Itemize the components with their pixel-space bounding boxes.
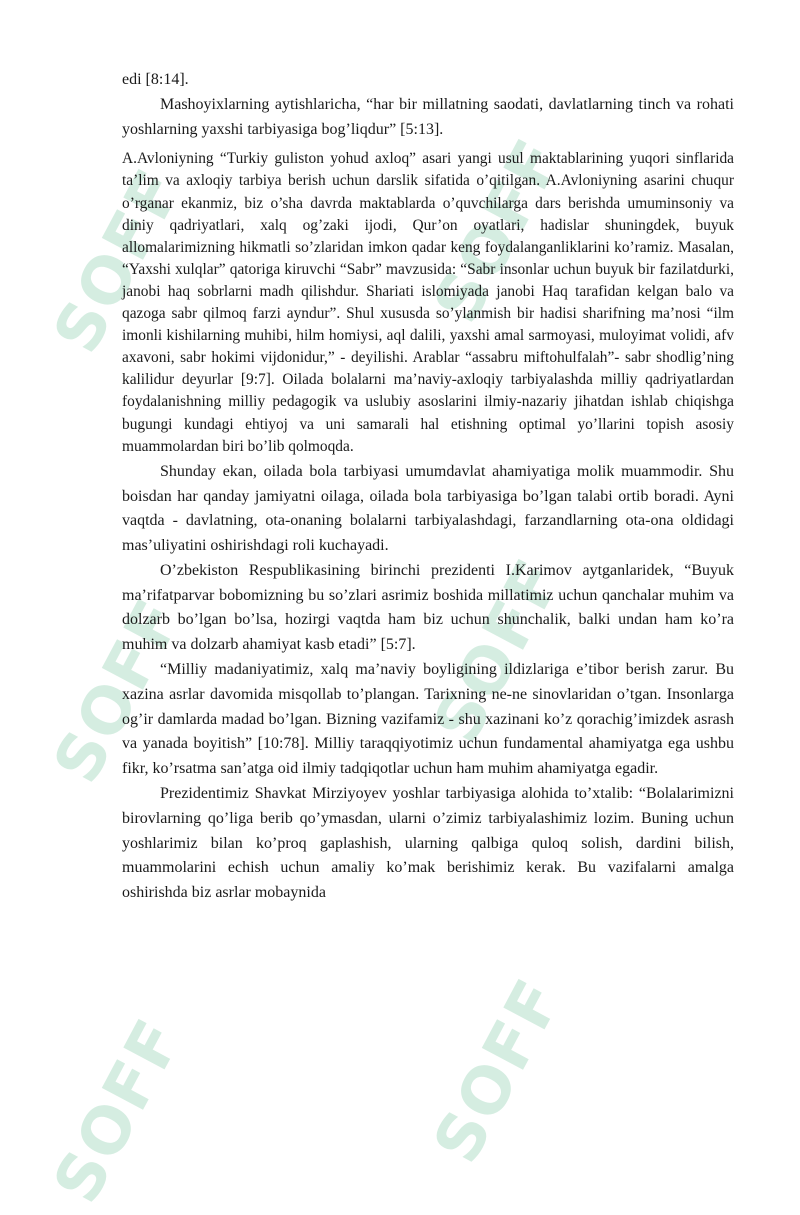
watermark-text: SOFF [420, 546, 578, 755]
watermark-text: SOFF [40, 156, 198, 365]
paragraph: Mashoyixlarning aytishlaricha, “har bir millatning saodati, davlatlarning tinch va rohati yoshlarning yaxshi tarbiyasiga bog’liqdur” [5:13]. [122, 95, 734, 138]
watermark-text: SOFF [420, 966, 578, 1175]
paragraph: edi [8:14]. [122, 71, 189, 88]
watermark-text: SOFF [40, 586, 198, 795]
paragraph: A.Avloniyning “Turkiy guliston yohud axloq” asari yangi usul maktablarining yuqori sinflarida ta’lim va axloqiy tarbiya berish uchun darslik sifatida o’qitilgan. A.Avloniyning asarini chuqur o’rganar ekanmiz, biz o’sha davrda maktablarda o’quvchilarga dars berishda umuminsoniy va diniy qadriyatlari, xalq og’zaki ijodi, Qur’on oyatlari, hadislar shuningdek, buyuk allomalarimizning hikmatli so’zlaridan imkon qadar keng foydalanganliklarini ko’ramiz. Masalan, “Yaxshi xulqlar” qatoriga kiruvchi “Sabr” mavzusida: “Sabr insonlar uchun buyuk bir fazilatdurki, janobi haq sobrlarni madh qilishdur. Shariati islomiyada janobi Haq tarafidan kelgan balo va qazoga sabr qilmoq farzi ayndur”. Shul xususda so’ylanmish bir hadisi sharifning ma’nosi “ilm imonli kishilarning muhibi, hilm homiysi, aql dalili, yaxshi amal sarmoyasi, muloyimat volidi, afv axavoni, sabr hokimi vijdonidur,” - deyilishi. Arablar “assabru miftohulfalah”- sabr shodlig’ning kalilidur deyurlar [9:7]. Oilada bolalarni ma’naviy-axloqiy tarbiyalashda milliy qadriyatlardan foydalanishning milliy pedagogik va uslubiy asoslarini ilmiy-nazariy jihatdan ishlab chiqishga bugungi kundagi ehtiyoj va uni samarali hal etishning optimal yo’llarini topish asosiy muammolardan biri bo’lib qolmoqda. [122, 150, 734, 455]
paragraph: Shunday ekan, oilada bola tarbiyasi umumdavlat ahamiyatiga molik muammodir. Shu boisdan har qanday jamiyatni oilaga, oilada bola tarbiyasiga bo’lgan talabi ortib boradi. Ayni vaqtda - davlatning, ota-onaning bolalarni tarbiyalashdagi, farzandlarning ota-ona oldidagi mas’uliyatini oshirishdagi roli kuchayadi. [122, 462, 734, 555]
document-page [122, 68, 734, 906]
paragraph: O’zbekiston Respublikasining birinchi prezidenti I.Karimov aytganlaridek, “Buyuk ma’rifatparvar bobomizning bu so’zlari asrimiz boshida millatimiz uchun qanchalar muhim va dolzarb bo’lgan bo’lsa, hozirgi vaqtda ham biz uchun shunchalik, balki undan ham ko’ra muhim va dolzarb ahamiyat kasb etadi” [5:7]. [122, 561, 734, 654]
watermark-text: SOFF [420, 126, 578, 335]
paragraph: Prezidentimiz Shavkat Mirziyoyev yoshlar tarbiyasiga alohida to’xtalib: “Bolalarimizni birovlarning qo’liga berib qo’ymasdan, ularni o’zimiz tarbiyalashimiz lozim. Buning uchun yoshlarimiz bilan ko’proq gaplashish, ularning qalbiga quloq solish, dardini bilish, muammolarini echish uchun amaliy ko’mak berishimiz kerak. Bu vazifalarni amalga oshirishda biz asrlar mobaynida [122, 785, 734, 902]
paragraph: “Milliy madaniyatimiz, xalq ma’naviy boyligining ildizlariga e’tibor berish zarur. Bu xazina asrlar davomida misqollab to’plangan. Tarixning ne-ne sinovlaridan o’tgan. Insonlarga og’ir damlarda madad bo’lgan. Bizning vazifamiz - shu xazinani ko’z qorachig’imizdek asrash va yanada boyitish” [10:78]. Milliy taraqqiyotimiz uchun fundamental ahamiyatga ega ushbu fikr, ko’rsatma san’atga oid ilmiy tadqiqotlar uchun ham muhim ahamiyatga egadir. [122, 661, 734, 778]
watermark-text: SOFF [40, 1006, 198, 1215]
